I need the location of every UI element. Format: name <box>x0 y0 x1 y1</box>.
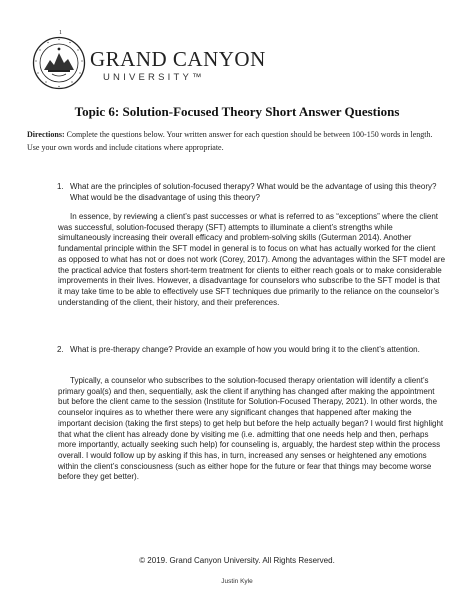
question-number: 1. <box>57 182 64 191</box>
question-number: 2. <box>57 345 64 354</box>
question-text: What is pre-therapy change? Provide an example of how you would bring it to the client’s attention. <box>70 345 420 354</box>
question-text: What are the principles of solution-focused therapy? What would be the advantage of using this theory? What would be the disadvantage of using this theory? <box>70 182 437 202</box>
document-title: Topic 6: Solution-Focused Theory Short Answer Questions <box>74 104 400 119</box>
question-2 <box>57 345 446 356</box>
university-subtitle <box>103 72 205 83</box>
copyright-footer: © 2019. Grand Canyon University. All Rights Reserved. <box>139 556 335 565</box>
university-seal-icon <box>32 36 86 90</box>
directions <box>27 128 442 154</box>
author-name: Justin Kyle <box>221 578 253 585</box>
university-header <box>32 36 272 94</box>
university-subtitle-text: UNIVERSITY <box>103 72 193 83</box>
answer-1: In essence, by reviewing a client’s past successes or what is referred to as “exceptions” where the client was successful, solution-focused therapy (SFT) attempts to illuminate a client’s strengths while simultaneously increasing their overall efficacy and problem-solving skills (Guterman 2014). Another fundamental principle within the SFT model in general is to focus on what has actually worked for the client as opposed to what has not or does not work (Corey, 2017). Among the advantages within the SFT model are the practical advice that fosters short-term treatment for clients to either reach goals or to make considerable improvements in their lives. However, a disadvantage for counselors who subscribe to the SFT model is that it may take time to be able to effectively use SFT techniques due primarily to the reliance on the counselor’s understanding of the client, their history, and their preferences. <box>58 212 446 307</box>
answer-2: Typically, a counselor who subscribes to the solution-focused therapy orientation will identify a client’s primary goal(s) and then, sequentially, ask the client if anything has changed after making the appointment but before the client came to the session (Institute for Solution-Focused Therapy, 2021). In other words, the counselor inquires as to whether there were any significant changes that happened after making the important decision (taking the first steps) to get help but before the help actually began? I would first highlight that what the client has already done by visiting me (i.e. admitting that one needs help and then, perhaps more importantly, actually seeking such help) for counseling is, arguably, the hardest step within the process overall. I would follow up by asking if this has, in turn, increased any senses or heightened any emotions within the client’s consciousness (such as either hope for the future or fear that things may become worse before they get better). <box>58 376 444 482</box>
page-number: 1 <box>59 30 62 36</box>
university-name: GRAND CANYON <box>90 47 266 71</box>
question-1 <box>57 182 446 203</box>
directions-label: Directions: <box>27 130 65 139</box>
directions-text: Complete the questions below. Your written answer for each question should be between 100-150 words in length. Use your own words and include citations where appropriate. <box>27 130 433 152</box>
trademark-symbol: ™ <box>192 72 205 83</box>
